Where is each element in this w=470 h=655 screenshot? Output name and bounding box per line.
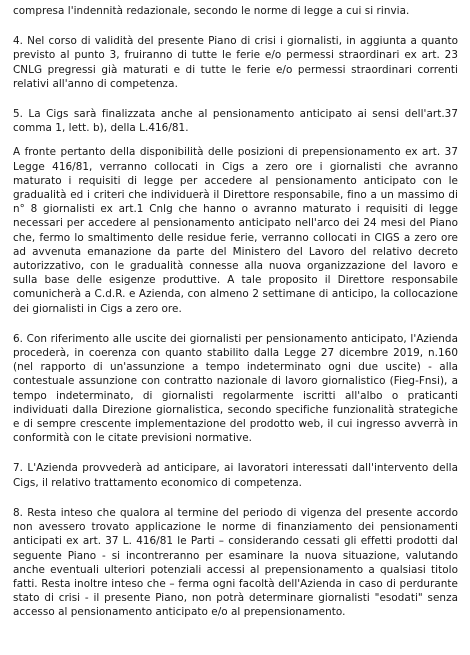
paragraph-item-7: 7. L'Azienda provvederà ad anticipare, ai lavoratori interessati dall'intervento della Cigs, il relativo trattamento economico di competenza.	[13, 462, 458, 489]
paragraph-continuation: compresa l'indennità redazionale, secondo le norme di legge a cui si rinvia.	[13, 5, 410, 17]
paragraph-item-5-detail: A fronte pertanto della disponibilità delle posizioni di prepensionamento ex art. 37 Legge 416/81, verranno collocati in Cigs a zero ore i giornalisti che avranno maturato i requisiti di legge per accedere al pensionamento anticipato con le gradualità ed i criteri che individuerà il Direttore responsabile, fino a un massimo di n° 8 giornalisti ex art.1 Cnlg che hanno o avranno maturato i requisiti di legge necessari per accedere al pensionamento anticipato nell'arco dei 24 mesi del Piano che, fermo lo smaltimento delle residue ferie, verranno collocati in CIGS a zero ore ad avvenuta emanazione da parte del Ministero del Lavoro del relativo decreto autorizzativo, con le gradualità connesse alla nuova organizzazione del lavoro e sulla base delle esigenze produttive. A tale proposito il Direttore responsabile comunicherà a C.d.R. e Azienda, con almeno 2 settimane di anticipo, la collocazione dei giornalisti in Cigs a zero ore.	[13, 146, 458, 315]
paragraph-item-6: 6. Con riferimento alle uscite dei giornalisti per pensionamento anticipato, l'Azienda procederà, in coerenza con quanto stabilito dalla Legge 27 dicembre 2019, n.160 (nel rapporto di un'assunzione a tempo indeterminato ogni due uscite) - alla contestuale assunzione con contratto nazionale di lavoro giornalistico (Fieg-Fnsi), a tempo indeterminato, di giornalisti regolarmente iscritti all'albo o praticanti individuati dalla Direzione giornalistica, secondo specifiche funzionalità strategiche e di sempre crescente implementazione del prodotto web, il cui ingresso avverrà in conformità con le citate previsioni normative.	[13, 332, 458, 445]
paragraph-item-4: 4. Nel corso di validità del presente Piano di crisi i giornalisti, in aggiunta a quanto previsto al punto 3, fruiranno di tutte le ferie e/o permessi straordinari ex art. 23 CNLG pregressi già maturati e di tutte le ferie e/o permessi straordinari correnti relativi all'anno di competenza.	[13, 35, 458, 90]
paragraph-item-5: 5. La Cigs sarà finalizzata anche al pensionamento anticipato ai sensi dell'art.37 comma 1, lett. b), della L.416/81.	[13, 108, 458, 135]
paragraph-item-8: 8. Resta inteso che qualora al termine del periodo di vigenza del presente accordo non avessero trovato applicazione le norme di finanziamento dei pensionamenti anticipati ex art. 37 L. 416/81 le Parti – considerando cessati gli effetti prodotti dal seguente Piano - si incontreranno per esaminare la nuova situazione, valutando anche eventuali ulteriori potenziali accessi al prepensionamento a qualsiasi titolo fatti. Resta inoltre inteso che – ferma ogni facoltà dell'Azienda in caso di perdurante stato di crisi - il presente Piano, non potrà determinare giornalisti "esodati" senza accesso al pensionamento anticipato e/o al prepensionamento.	[13, 506, 458, 619]
